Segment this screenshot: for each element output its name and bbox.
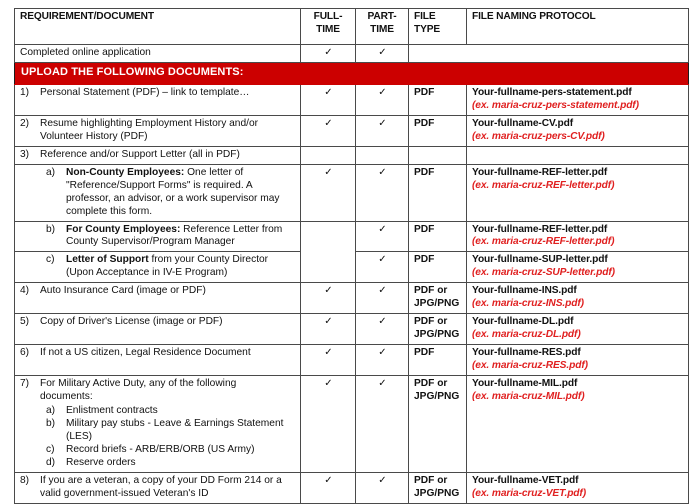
filename-main-4: Your-fullname-INS.pdf	[472, 285, 577, 297]
filename-example-1: (ex. maria-cruz-pers-statement.pdf)	[472, 99, 639, 111]
item-text-4: Auto Insurance Card (image or PDF)	[40, 285, 206, 297]
filetype-cell-2: PDF	[409, 115, 467, 146]
fulltime-header-line2: TIME	[316, 23, 340, 35]
parttime-header-line2: TIME	[370, 23, 394, 35]
filename-cell-2	[467, 115, 689, 146]
item-number-3a: a)	[46, 166, 56, 178]
item-text-3a-line1	[66, 167, 296, 180]
parttime-check-6: ✓	[356, 345, 409, 376]
filename-example-2: (ex. maria-cruz-pers-CV.pdf)	[472, 130, 605, 142]
filetype-5-line1: PDF or	[414, 316, 448, 328]
filetype-7-line2: JPG/PNG	[414, 390, 460, 402]
item-text-7b: Military pay stubs - Leave & Earnings Statement	[66, 417, 284, 429]
column-header-filetype	[409, 9, 467, 45]
table-header-row	[15, 9, 689, 45]
item-text-3b-line1	[66, 224, 296, 237]
filename-example-4: (ex. maria-cruz-INS.pdf)	[472, 298, 584, 310]
requirement-cell-7	[15, 376, 301, 473]
filetype-cell-7	[409, 376, 467, 473]
blackout-cell-online-application	[409, 45, 689, 63]
item-text-2-line1: Resume highlighting Employment History and/or	[40, 117, 259, 129]
filename-main-5: Your-fullname-DL.pdf	[472, 316, 574, 328]
filename-main-3c: Your-fullname-SUP-letter.pdf	[472, 254, 608, 266]
requirement-cell-3	[15, 146, 301, 164]
item-3a-rest: One letter of	[184, 166, 244, 178]
fulltime-check-6: ✓	[301, 345, 356, 376]
table-row-reference-header	[15, 146, 689, 164]
fulltime-check-1: ✓	[301, 84, 356, 115]
item-number-1: 1)	[20, 86, 30, 98]
column-header-parttime	[356, 9, 409, 45]
filetype-4-line1: PDF or	[414, 285, 448, 297]
filename-example-5: (ex. maria-cruz-DL.pdf)	[472, 329, 581, 341]
item-text-7-line1: For Military Active Duty, any of the following	[40, 378, 237, 390]
filename-cell-8	[467, 472, 689, 503]
parttime-check-3	[356, 146, 409, 164]
table-row-auto-insurance	[15, 283, 689, 314]
filetype-cell-3a: PDF	[409, 164, 467, 221]
fulltime-check-3	[301, 146, 356, 164]
requirement-cell-5	[15, 314, 301, 345]
filename-cell-5	[467, 314, 689, 345]
table-row-reference-county	[15, 221, 689, 252]
filename-main-8: Your-fullname-VET.pdf	[472, 474, 579, 486]
table-row-online-application	[15, 45, 689, 63]
item-text-7d: Reserve orders	[66, 456, 136, 468]
requirement-cell-2	[15, 115, 301, 146]
requirement-cell-3b	[15, 221, 301, 252]
filetype-7-line1: PDF or	[414, 378, 448, 390]
item-number-7b: b)	[46, 417, 56, 429]
filename-cell-1	[467, 84, 689, 115]
upload-banner-label: UPLOAD THE FOLLOWING DOCUMENTS:	[15, 62, 689, 84]
parttime-check-5: ✓	[356, 314, 409, 345]
table-row-veteran	[15, 472, 689, 503]
filetype-cell-8	[409, 472, 467, 503]
filename-cell-7	[467, 376, 689, 473]
requirement-cell-4	[15, 283, 301, 314]
filename-main-2: Your-fullname-CV.pdf	[472, 117, 574, 129]
filename-main-1: Your-fullname-pers-statement.pdf	[472, 86, 632, 98]
table-row-reference-noncounty	[15, 164, 689, 221]
filename-main-7: Your-fullname-MIL.pdf	[472, 378, 578, 390]
requirement-cell-8	[15, 472, 301, 503]
item-text-3a-line4: complete this form.	[66, 205, 153, 217]
filetype-cell-5	[409, 314, 467, 345]
requirements-table	[14, 8, 689, 504]
item-number-5: 5)	[20, 316, 30, 328]
filename-cell-6	[467, 345, 689, 376]
item-number-3b: b)	[46, 223, 56, 235]
item-text-2-line2: Volunteer History (PDF)	[40, 130, 148, 142]
fulltime-check-3a: ✓	[301, 164, 356, 221]
fulltime-check-7: ✓	[301, 376, 356, 473]
parttime-check-online-application: ✓	[356, 45, 409, 63]
item-3b-rest: Reference Letter from	[180, 223, 283, 235]
item-text-7c: Record briefs - ARB/ERB/ORB (US Army)	[66, 443, 255, 455]
column-header-requirement: REQUIREMENT/DOCUMENT	[15, 9, 301, 45]
parttime-check-3c: ✓	[356, 252, 409, 283]
fulltime-header-line1: FULL-	[313, 11, 343, 22]
parttime-check-8: ✓	[356, 472, 409, 503]
item-text-8-line1: If you are a veteran, a copy of your DD Form 214 or a	[40, 474, 282, 486]
fulltime-check-online-application: ✓	[301, 45, 356, 63]
item-number-3: 3)	[20, 148, 30, 160]
parttime-check-4: ✓	[356, 283, 409, 314]
table-row-drivers-license	[15, 314, 689, 345]
item-text-7-line2: documents:	[40, 390, 93, 402]
item-text-7b-line2: (LES)	[66, 430, 93, 442]
column-header-fulltime	[301, 9, 356, 45]
table-row-legal-residence	[15, 345, 689, 376]
item-text-7a: Enlistment contracts	[66, 404, 158, 416]
item-number-7a: a)	[46, 404, 56, 416]
filetype-cell-6: PDF	[409, 345, 467, 376]
blackout-cell-fulltime-county	[301, 221, 356, 283]
fulltime-check-4: ✓	[301, 283, 356, 314]
filetype-cell-3b: PDF	[409, 221, 467, 252]
item-number-8: 8)	[20, 474, 30, 486]
requirement-cell-1	[15, 84, 301, 115]
parttime-check-3b: ✓	[356, 221, 409, 252]
filename-cell-4	[467, 283, 689, 314]
filename-cell-3b	[467, 221, 689, 252]
filetype-header-line1: FILE	[414, 11, 436, 22]
item-3b-bold-lead: For County Employees:	[66, 223, 181, 235]
column-header-filenaming: FILE NAMING PROTOCOL	[467, 9, 689, 45]
filename-example-6: (ex. maria-cruz-RES.pdf)	[472, 360, 588, 372]
requirement-text-online-application: Completed online application	[15, 45, 301, 63]
fulltime-check-8: ✓	[301, 472, 356, 503]
filetype-header-line2: TYPE	[414, 23, 441, 35]
filename-main-3a: Your-fullname-REF-letter.pdf	[472, 166, 608, 178]
parttime-check-1: ✓	[356, 84, 409, 115]
item-number-4: 4)	[20, 285, 30, 297]
filetype-cell-1: PDF	[409, 84, 467, 115]
table-row-upload-banner	[15, 62, 689, 84]
requirement-cell-3a	[15, 164, 301, 221]
fulltime-check-5: ✓	[301, 314, 356, 345]
item-text-5: Copy of Driver's License (image or PDF)	[40, 316, 223, 328]
table-row-military	[15, 376, 689, 473]
item-text-3: Reference and/or Support Letter (all in PDF)	[40, 148, 240, 160]
item-number-3c: c)	[46, 254, 55, 266]
parttime-check-3a: ✓	[356, 164, 409, 221]
table-row-resume	[15, 115, 689, 146]
filetype-4-line2: JPG/PNG	[414, 298, 460, 310]
item-text-3c-line2: (Upon Acceptance in IV-E Program)	[66, 267, 228, 279]
table-row-personal-statement	[15, 84, 689, 115]
item-number-2: 2)	[20, 117, 30, 129]
item-text-8-line2: valid government-issued Veteran's ID	[40, 487, 209, 499]
item-3c-bold-lead: Letter of Support	[66, 254, 149, 266]
parttime-check-2: ✓	[356, 115, 409, 146]
filename-example-7: (ex. maria-cruz-MIL.pdf)	[472, 390, 585, 402]
filename-cell-3	[467, 146, 689, 164]
filetype-5-line2: JPG/PNG	[414, 329, 460, 341]
filename-example-3b: (ex. maria-cruz-REF-letter.pdf)	[472, 236, 615, 248]
item-3c-rest: from your County Director	[148, 254, 269, 266]
filename-example-3c: (ex. maria-cruz-SUP-letter.pdf)	[472, 267, 615, 279]
filename-main-6: Your-fullname-RES.pdf	[472, 347, 581, 359]
item-text-6: If not a US citizen, Legal Residence Document	[40, 347, 251, 359]
item-number-7: 7)	[20, 378, 30, 390]
filename-cell-3a	[467, 164, 689, 221]
requirement-cell-3c	[15, 252, 301, 283]
parttime-header-line1: PART-	[367, 11, 397, 22]
requirement-cell-6	[15, 345, 301, 376]
filetype-8-line1: PDF or	[414, 474, 448, 486]
item-text-3c-line1	[66, 254, 296, 267]
filetype-cell-3c: PDF	[409, 252, 467, 283]
item-text-3a-line2: "Reference/Support Forms" is required. A	[66, 179, 253, 191]
fulltime-check-2: ✓	[301, 115, 356, 146]
filetype-cell-4	[409, 283, 467, 314]
item-text-1: Personal Statement (PDF) – link to template…	[40, 86, 250, 98]
filename-main-3b: Your-fullname-REF-letter.pdf	[472, 223, 608, 235]
item-number-7c: c)	[46, 443, 55, 455]
item-number-7d: d)	[46, 456, 56, 468]
item-number-6: 6)	[20, 347, 30, 359]
filetype-8-line2: JPG/PNG	[414, 487, 460, 499]
item-text-3a-line3: professor, an advisor, or a work supervisor may	[66, 192, 280, 204]
filetype-cell-3	[409, 146, 467, 164]
parttime-check-7: ✓	[356, 376, 409, 473]
filename-example-8: (ex. maria-cruz-VET.pdf)	[472, 487, 587, 499]
item-3a-bold-lead: Non-County Employees:	[66, 166, 185, 178]
filename-example-3a: (ex. maria-cruz-REF-letter.pdf)	[472, 179, 615, 191]
filename-cell-3c	[467, 252, 689, 283]
item-text-3b-line2: County Supervisor/Program Manager	[66, 236, 235, 248]
